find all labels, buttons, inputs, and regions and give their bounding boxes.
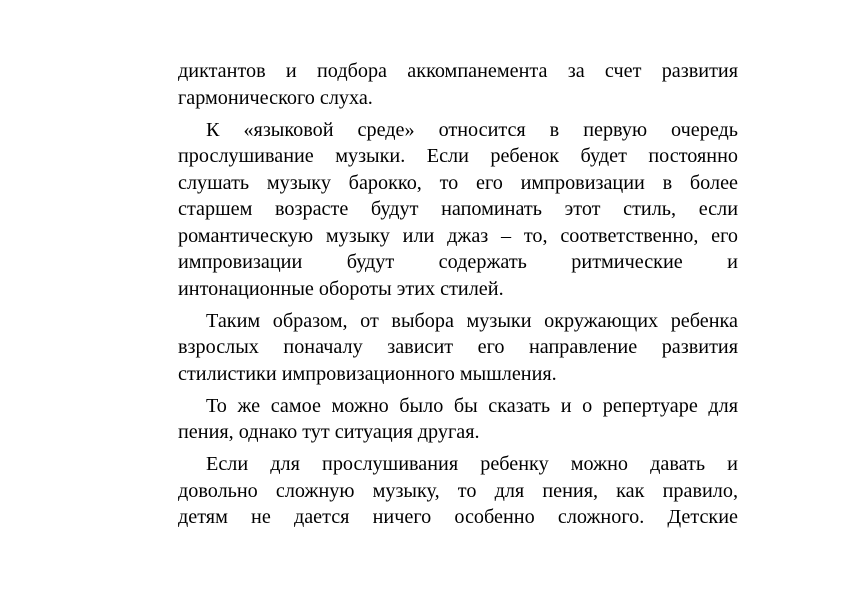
text-line: То же самое можно было бы сказать и о репертуаре для bbox=[206, 394, 738, 417]
text-line: Если для прослушивания ребенку можно давать и bbox=[206, 453, 738, 475]
text-line: довольно сложную музыку, то для пения, как правило, bbox=[178, 479, 738, 502]
paragraph-2 bbox=[178, 117, 738, 303]
document-body bbox=[178, 58, 738, 536]
paragraph-3 bbox=[178, 308, 738, 388]
paragraph-5 bbox=[178, 451, 738, 531]
text-line: диктантов и подбора аккомпанемента за счет развития bbox=[178, 60, 738, 82]
paragraph-4 bbox=[178, 393, 738, 446]
text-line: пения, однако тут ситуация другая. bbox=[178, 421, 480, 443]
text-line: импровизации будут содержать ритмические и bbox=[178, 251, 738, 273]
text-line: интонационные обороты этих стилей. bbox=[178, 277, 504, 300]
text-line: К «языковой среде» относится в первую очередь bbox=[206, 118, 738, 141]
text-line: взрослых поначалу зависит его направление развития bbox=[178, 336, 738, 358]
text-line: гармонического слуха. bbox=[178, 86, 373, 109]
text-line: Таким образом, от выбора музыки окружающих ребенка bbox=[206, 309, 738, 332]
text-line: прослушивание музыки. Если ребенок будет постоянно bbox=[178, 145, 738, 167]
text-line: старшем возрасте будут напоминать этот стиль, если bbox=[178, 198, 738, 220]
text-line: стилистики импровизационного мышления. bbox=[178, 362, 557, 385]
text-line: детям не дается ничего особенно сложного. Детские bbox=[178, 506, 738, 528]
text-line: слушать музыку барокко, то его импровизации в более bbox=[178, 171, 738, 194]
paragraph-1 bbox=[178, 58, 738, 111]
text-line: романтическую музыку или джаз – то, соответственно, его bbox=[178, 224, 738, 247]
